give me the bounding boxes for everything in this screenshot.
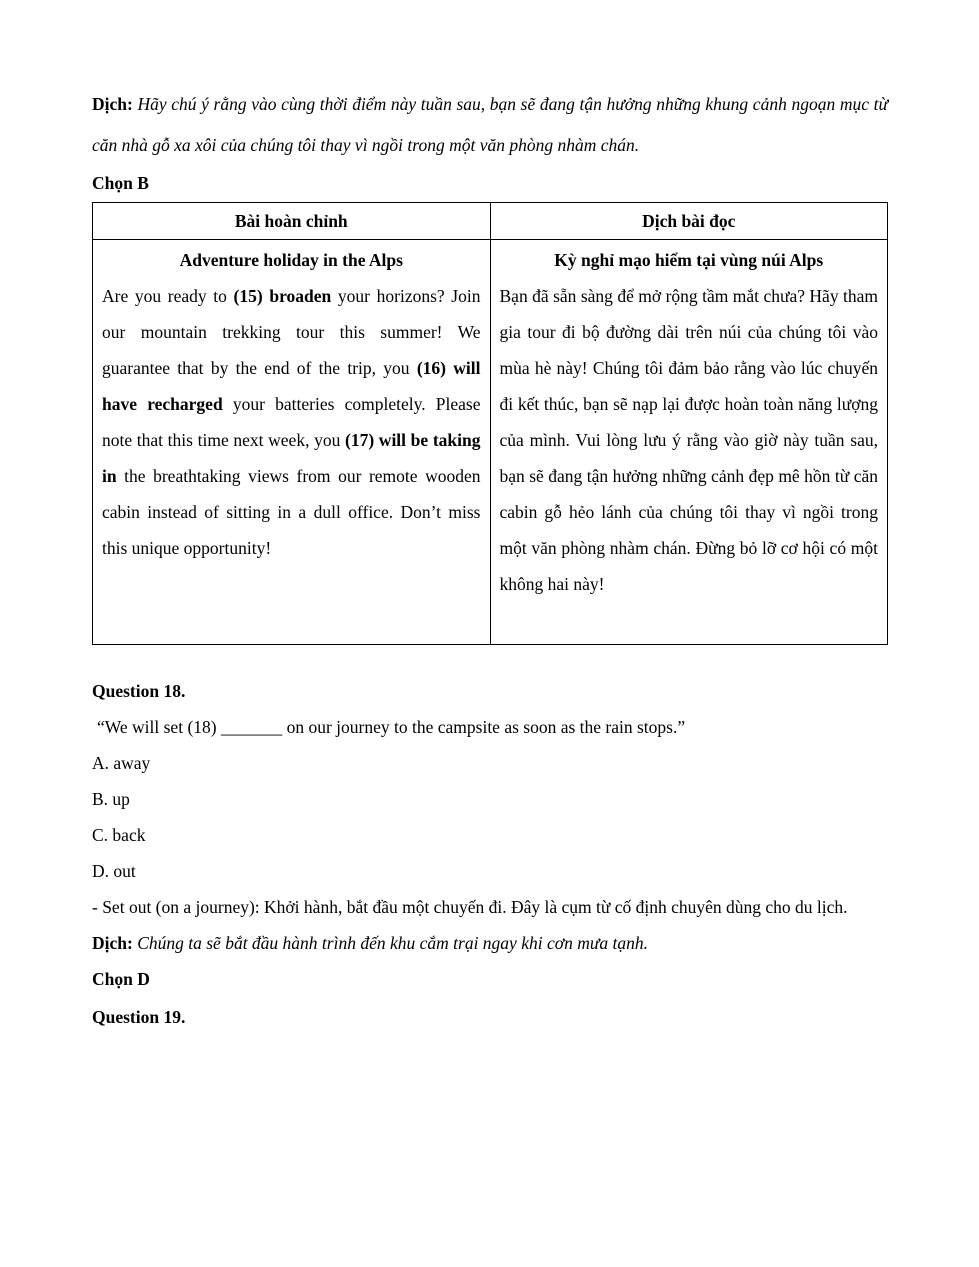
text-segment: the breathtaking views from our remote wooden cabin instead of sitting in a dull office. Don’t miss this unique opportunity! bbox=[102, 466, 481, 558]
passage-title-english: Adventure holiday in the Alps bbox=[179, 250, 403, 270]
chon-b-answer: Chọn B bbox=[92, 173, 149, 193]
question-18-title: Question 18. bbox=[92, 681, 186, 701]
table-header-left: Bài hoàn chỉnh bbox=[93, 203, 491, 240]
translation-table bbox=[92, 202, 888, 645]
question-19-title: Question 19. bbox=[92, 1007, 186, 1027]
dich-text: Hãy chú ý rằng vào cùng thời điểm này tuần sau, bạn sẽ đang tận hưởng những khung cảnh ngoạn mục từ căn nhà gỗ xa xôi của chúng tôi thay vì ngồi trong một văn phòng nhàm chán. bbox=[92, 94, 889, 155]
dich-label: Dịch: bbox=[92, 933, 133, 953]
passage-body-english bbox=[102, 278, 481, 566]
text-segment: your batteries completely. Please note that this time next week, you bbox=[102, 394, 481, 450]
table-header-row bbox=[93, 203, 888, 240]
dich-label: Dịch: bbox=[92, 94, 133, 114]
table-cell-original bbox=[93, 240, 491, 645]
text-segment-bold: (15) broaden bbox=[233, 286, 332, 306]
question-18-option-b: B. up bbox=[92, 789, 130, 809]
passage-title-vietnamese: Kỳ nghỉ mạo hiểm tại vùng núi Alps bbox=[554, 250, 824, 270]
table-cell-translation bbox=[490, 240, 888, 645]
table-content-row bbox=[93, 240, 888, 645]
question-18-option-d: D. out bbox=[92, 861, 136, 881]
dich-paragraph bbox=[92, 84, 888, 166]
dich-text: Chúng ta sẽ bắt đầu hành trình đến khu cắm trại ngay khi cơn mưa tạnh. bbox=[137, 933, 648, 953]
table-header-right: Dịch bài đọc bbox=[490, 203, 888, 240]
question-18-stem: “We will set (18) _______ on our journey to the campsite as soon as the rain stops.” bbox=[97, 717, 686, 737]
chon-d-answer: Chọn D bbox=[92, 969, 150, 989]
passage-body-vietnamese: Bạn đã sẵn sàng để mở rộng tầm mắt chưa? Hãy tham gia tour đi bộ đường dài trên núi của chúng tôi vào mùa hè này! Chúng tôi đảm bảo rằng vào lúc chuyến đi kết thúc, bạn sẽ nạp lại được hoàn toàn năng lượng của mình. Vui lòng lưu ý rằng vào giờ này tuần sau, bạn sẽ đang tận hưởng những cảnh đẹp mê hồn từ căn cabin gỗ hẻo lánh của chúng tôi thay vì ngồi trong một văn phòng nhàm chán. Đừng bỏ lỡ cơ hội có một không hai này! bbox=[499, 286, 878, 594]
question-18-dich-line bbox=[92, 925, 888, 961]
text-segment-bold: (16) will have recharged bbox=[102, 358, 481, 414]
question-18-explanation: - Set out (on a journey): Khởi hành, bắt đầu một chuyến đi. Đây là cụm từ cố định chuyên dùng cho du lịch. bbox=[92, 897, 848, 917]
question-18-option-a: A. away bbox=[92, 753, 151, 773]
text-segment: your horizons? Join our mountain trekking tour this summer! We guarantee that by the end of the trip, you bbox=[102, 286, 481, 378]
text-segment: Are you ready to bbox=[102, 286, 234, 306]
question-18-option-c: C. back bbox=[92, 825, 146, 845]
text-segment-bold: (17) will be taking in bbox=[102, 430, 481, 486]
